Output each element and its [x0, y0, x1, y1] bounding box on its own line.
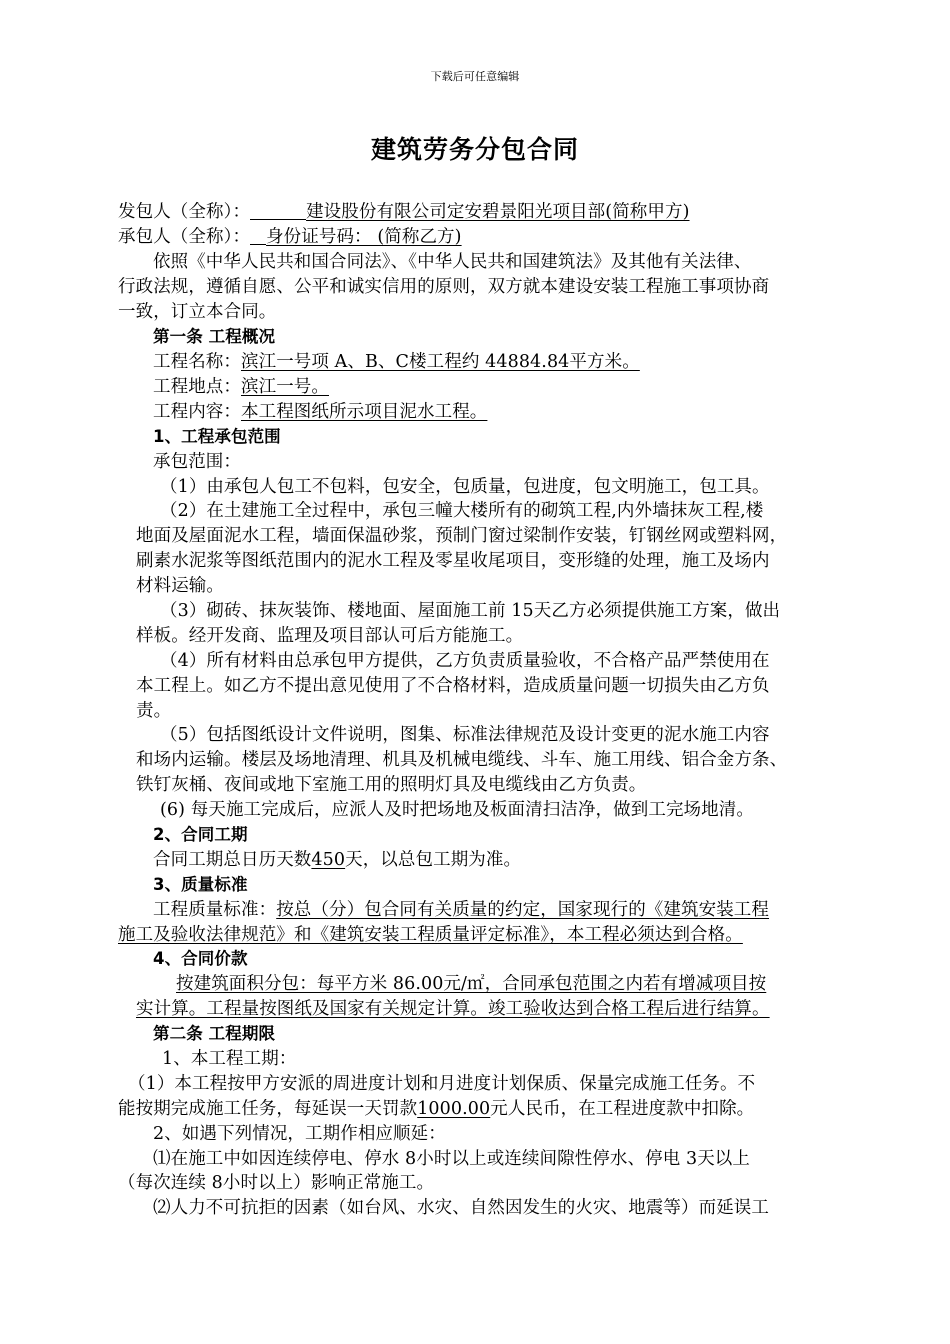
scope-item-5-line-1: （5）包括图纸设计文件说明，图集、标准法律规范及设计变更的泥水施工内容	[160, 725, 770, 745]
scope-item-4-line-2: 本工程上。如乙方不提出意见使用了不合格材料，造成质量问题一切损失由乙方负	[136, 676, 770, 696]
scope-item-4-line-3: 责。	[136, 701, 172, 721]
contractor-underline-gap	[250, 226, 266, 245]
period-suffix: 天，以总包工期为准。	[345, 850, 522, 870]
price-heading: 4、合同价款	[153, 949, 248, 968]
scope-item-6: (6) 每天施工完成后，应派人及时把场地及板面清扫洁净，做到工完场地清。	[160, 800, 754, 820]
document-title: 建筑劳务分包合同	[370, 135, 579, 164]
intro-line-3: 一致，订立本合同。	[118, 302, 277, 322]
intro-line-2: 行政法规，遵循自愿、公平和诚实信用的原则，双方就本建设安装工程施工事项协商	[118, 277, 770, 297]
article2-item-1: 1、本工程工期：	[162, 1049, 297, 1069]
scope-item-4-line-1: （4）所有材料由总承包甲方提供，乙方负责质量验收，不合格产品严禁使用在	[160, 651, 770, 671]
price-line-1: 按建筑面积分包：每平方米 86.00元/㎡，合同承包范围之内若有增减项目按	[176, 974, 767, 994]
contractor-line	[118, 226, 462, 248]
contractor-label: 承包人（全称）：	[118, 227, 251, 247]
period-days: 450	[311, 850, 346, 870]
quality-line-1	[153, 899, 769, 921]
scope-heading: 1、工程承包范围	[153, 427, 281, 446]
scope-item-3-line-2: 样板。经开发商、监理及项目部认可后方能施工。	[136, 626, 524, 646]
article1-heading: 第一条 工程概况	[153, 327, 276, 346]
article2-item-1a-line-1: （1）本工程按甲方安派的周进度计划和月进度计划保质、保量完成施工任务。不	[128, 1074, 756, 1094]
scope-item-2-line-1: （2）在土建施工全过程中，承包三幢大楼所有的砌筑工程,内外墙抹灰工程,楼	[160, 501, 764, 521]
quality-heading: 3、质量标准	[153, 875, 248, 894]
quality-text-1: 按总（分）包合同有关质量的约定，国家现行的《建筑安装工程	[276, 900, 770, 920]
article2-item-2a-line-2: （每次连续 8小时以上）影响正常施工。	[118, 1173, 435, 1193]
employer-underline-gap	[250, 201, 306, 220]
employer-label: 发包人（全称）：	[118, 202, 251, 222]
scope-label: 承包范围：	[153, 452, 241, 472]
period-heading: 2、合同工期	[153, 825, 248, 844]
article2-item-2a-line-1: ⑴在施工中如因连续停电、停水 8小时以上或连续间隙性停水、停电 3天以上	[153, 1149, 750, 1169]
project-name-label: 工程名称：	[153, 352, 241, 372]
project-site-label: 工程地点：	[153, 377, 241, 397]
fine-amount: 1000.00	[417, 1099, 491, 1119]
scope-item-2-line-4: 材料运输。	[136, 576, 224, 596]
project-site-value: 滨江一号。	[241, 377, 329, 397]
project-site-line	[153, 376, 329, 398]
scope-item-2-line-2: 地面及屋面泥水工程，墙面保温砂浆，预制门窗过梁制作安装，钉钢丝网或塑料网，	[136, 526, 788, 546]
project-name-value: 滨江一号项 A、B、C楼工程约 44884.84平方米。	[241, 352, 640, 372]
price-line-2: 实计算。工程量按图纸及国家有关规定计算。竣工验收达到合格工程后进行结算。	[136, 999, 770, 1019]
period-prefix: 合同工期总日历天数	[153, 850, 312, 870]
quality-line-2: 施工及验收法律规范》和《建筑安装工程质量评定标准》，本工程必须达到合格。	[118, 925, 743, 945]
article2-item-2b-line-1: ⑵人力不可抗拒的因素（如台风、水灾、自然因发生的火灾、地震等）而延误工	[153, 1198, 769, 1218]
article2-item-1a-line-2	[118, 1098, 754, 1120]
contractor-value: 身份证号码： (简称乙方)	[266, 227, 462, 247]
project-name-line	[153, 351, 640, 373]
header-note: 下载后可任意编辑	[430, 70, 520, 83]
intro-line-1: 依照《中华人民共和国合同法》、《中华人民共和国建筑法》及其他有关法律、	[153, 252, 752, 272]
scope-item-5-line-3: 铁钉灰桶、夜间或地下室施工用的照明灯具及电缆线由乙方负责。	[136, 775, 647, 795]
quality-label: 工程质量标准：	[153, 900, 277, 920]
project-content-label: 工程内容：	[153, 402, 241, 422]
period-line	[153, 849, 521, 871]
scope-item-1: （1）由承包人包工不包料，包安全，包质量，包进度，包文明施工，包工具。	[160, 477, 770, 497]
employer-line	[118, 201, 690, 223]
fine-suffix: 元人民币，在工程进度款中扣除。	[490, 1099, 755, 1119]
employer-value: 建设股份有限公司定安碧景阳光项目部(简称甲方)	[306, 202, 690, 222]
scope-item-3-line-1: （3）砌砖、抹灰装饰、楼地面、屋面施工前 15天乙方必须提供施工方案，做出	[160, 601, 781, 621]
scope-item-2-line-3: 刷素水泥浆等图纸范围内的泥水工程及零星收尾项目，变形缝的处理，施工及场内	[136, 551, 770, 571]
scope-item-5-line-2: 和场内运输。楼层及场地清理、机具及机械电缆线、斗车、施工用线、铝合金方条、	[136, 750, 788, 770]
fine-prefix: 能按期完成施工任务，每延误一天罚款	[118, 1099, 418, 1119]
article2-item-2: 2、如遇下列情况，工期作相应顺延：	[153, 1124, 446, 1144]
project-content-line	[153, 401, 487, 423]
project-content-value: 本工程图纸所示项目泥水工程。	[241, 402, 488, 422]
article2-heading: 第二条 工程期限	[153, 1024, 276, 1043]
